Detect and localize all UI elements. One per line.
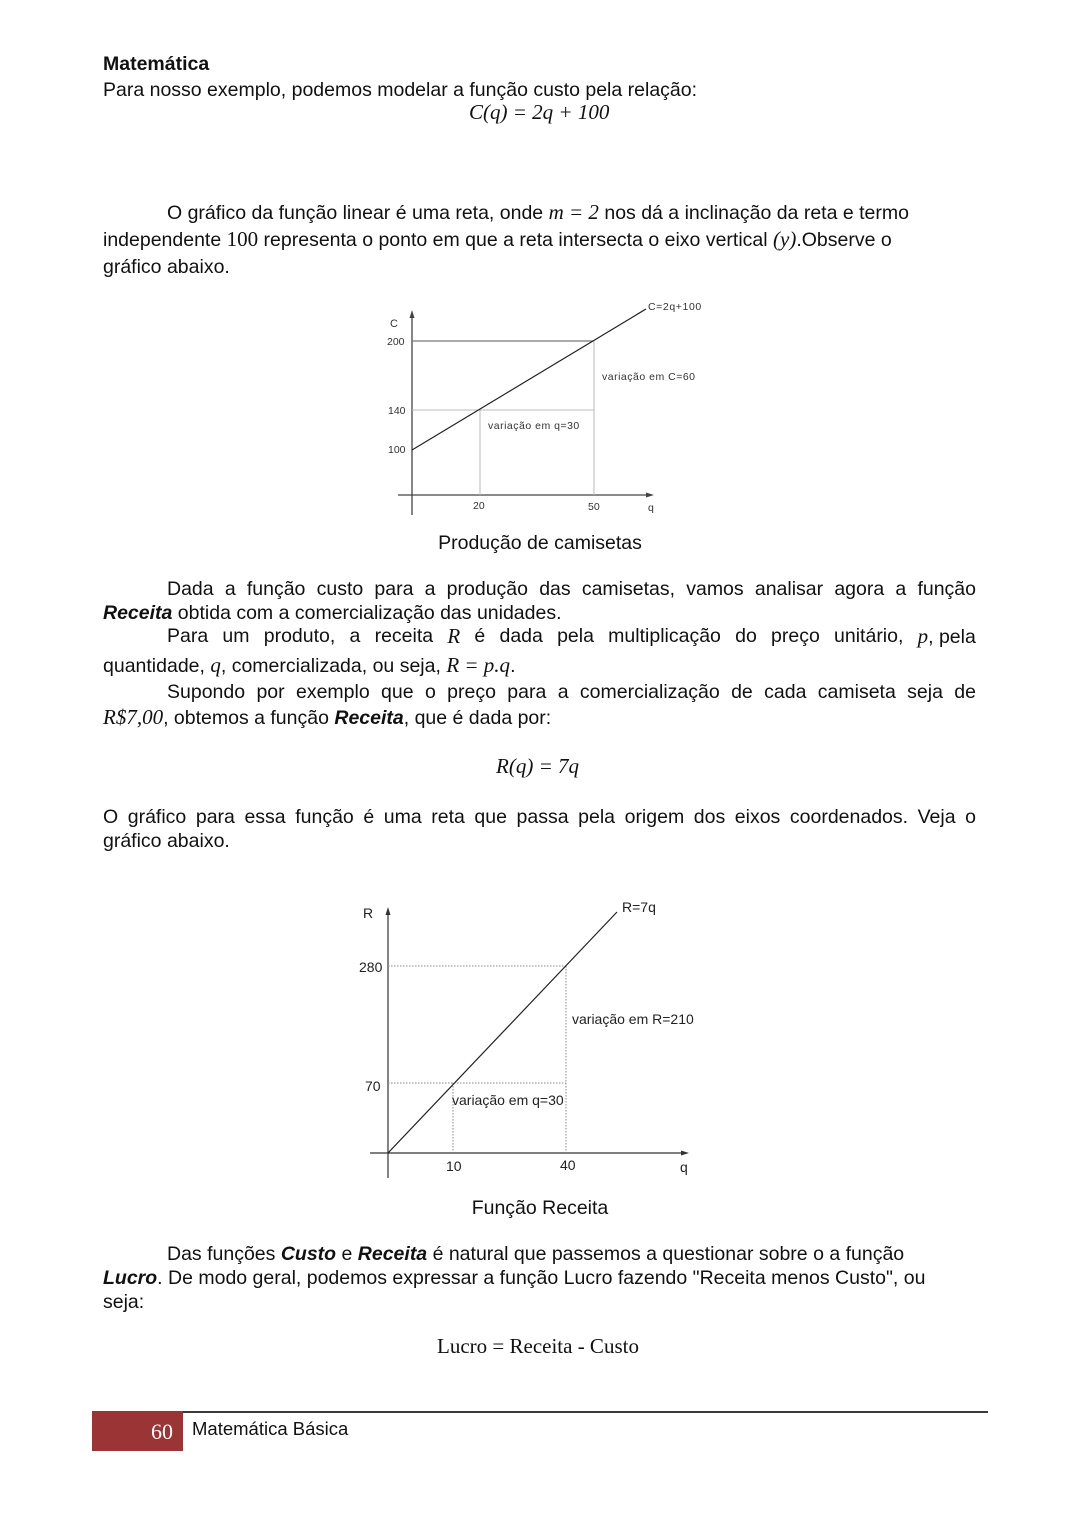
x-axis-arrow-icon xyxy=(646,493,654,498)
y-tick-200: 200 xyxy=(387,336,405,348)
x-axis-arrow-icon xyxy=(681,1151,689,1156)
profit-equation: Lucro = Receita - Custo xyxy=(437,1334,639,1358)
y-tick-70: 70 xyxy=(365,1078,381,1094)
y-axis-label: C xyxy=(390,318,398,330)
paragraph-lucro: Das funções Custo e Receita é natural que passemos a questionar sobre o a função Lucro. De modo geral, podemos expressar a função Lucro fazendo "Receita menos Custo", ou seja: xyxy=(103,1243,926,1313)
y-tick-140: 140 xyxy=(388,405,406,417)
x-tick-40: 40 xyxy=(560,1157,576,1173)
annotation-variation-r: variação em R=210 xyxy=(572,1011,694,1027)
footer-book-title: Matemática Básica xyxy=(192,1418,349,1439)
y-axis-label: R xyxy=(363,905,374,921)
chart1-caption: Produção de camisetas xyxy=(438,532,642,554)
running-header: Matemática xyxy=(103,53,210,75)
footer-rule xyxy=(183,1411,988,1413)
annotation-variation-q: variação em q=30 xyxy=(452,1092,564,1108)
x-tick-50: 50 xyxy=(588,501,600,513)
intro-text: Para nosso exemplo, podemos modelar a função custo pela relação: xyxy=(103,79,698,101)
revenue-equation: R(q) = 7q xyxy=(496,754,579,778)
x-axis-label: q xyxy=(648,502,654,514)
cost-function-chart xyxy=(0,0,1080,560)
x-tick-20: 20 xyxy=(473,500,485,512)
y-tick-100: 100 xyxy=(388,444,406,456)
y-axis-arrow-icon xyxy=(386,907,391,915)
paragraph-receita-definition: Para um produto, a receita R é dada pela multiplicação do preço unitário, p, pela quantidade, q, comercializada, ou seja, R = p.q. xyxy=(103,624,976,677)
paragraph-revenue-graph: O gráfico para essa função é uma reta que passa pela origem dos eixos coordenados. Veja o gráfico abaixo. xyxy=(103,806,976,852)
chart2-caption: Função Receita xyxy=(471,1197,609,1219)
y-tick-280: 280 xyxy=(359,959,383,975)
paragraph-price-example: Supondo por exemplo que o preço para a comercialização de cada camiseta seja de R$7,00, obtemos a função Receita, que é dada por: xyxy=(103,681,976,729)
revenue-line xyxy=(388,912,617,1153)
page-number: 60 xyxy=(151,1419,173,1444)
x-axis-label: q xyxy=(680,1159,688,1175)
line-label: R=7q xyxy=(622,899,656,915)
line-label: C=2q+100 xyxy=(648,301,702,313)
paragraph-linear-function: O gráfico da função linear é uma reta, onde m = 2 nos dá a inclinação da reta e termo independente 100 representa o ponto em que a reta intersecta o eixo vertical (y).Observe o gráfico abaixo. xyxy=(103,200,909,278)
footer-page-box xyxy=(92,1411,183,1451)
annotation-variation-q: variação em q=30 xyxy=(488,420,580,432)
revenue-function-chart xyxy=(0,880,1080,1190)
cost-equation: C(q) = 2q + 100 xyxy=(469,100,610,124)
annotation-variation-c: variação em C=60 xyxy=(602,371,696,383)
y-axis-arrow-icon xyxy=(410,310,415,318)
x-tick-10: 10 xyxy=(446,1158,462,1174)
paragraph-receita-intro: Dada a função custo para a produção das camisetas, vamos analisar agora a função Receita obtida com a comercialização das unidades. xyxy=(103,578,976,624)
